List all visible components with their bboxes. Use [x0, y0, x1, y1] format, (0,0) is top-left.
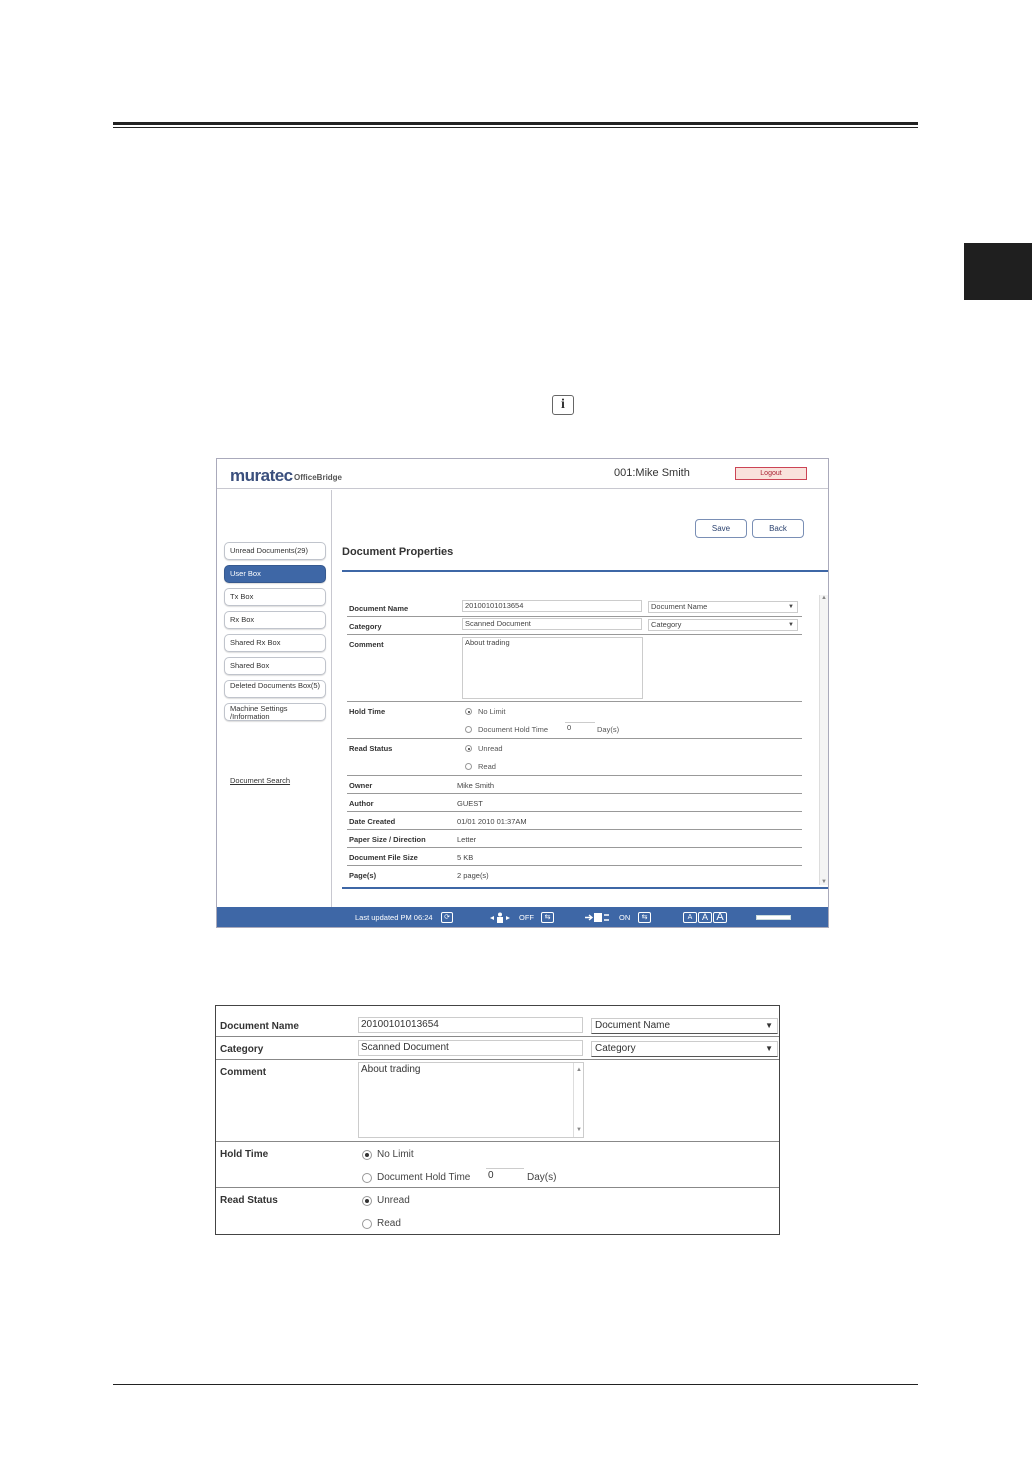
page-title: Document Properties	[342, 546, 454, 558]
author-value: GUEST	[457, 799, 483, 808]
document-name-row	[347, 599, 802, 617]
category-row	[347, 617, 802, 635]
read-status-row	[347, 739, 802, 776]
category-label: Category	[349, 622, 382, 631]
author-row	[347, 794, 802, 812]
zoom-hold-days-input[interactable]: 0	[486, 1168, 524, 1184]
chevron-down-icon: ▼	[788, 622, 794, 628]
sidebar-item-tx-box[interactable]: Tx Box	[224, 588, 326, 606]
bottom-rule	[113, 1384, 918, 1385]
top-rule	[113, 122, 918, 125]
zoom-category-row	[216, 1037, 779, 1060]
document-name-select[interactable]: Document Name ▼	[648, 601, 798, 613]
file-size-row	[347, 848, 802, 866]
document-name-input[interactable]: 20100101013654	[462, 600, 642, 612]
scroll-up-icon[interactable]: ▲	[576, 1067, 582, 1073]
sidebar	[217, 490, 332, 907]
officebridge-logo: OfficeBridge	[294, 473, 343, 482]
read-unread-radio[interactable]	[465, 745, 472, 752]
zoom-comment-label: Comment	[220, 1067, 267, 1078]
file-size-value: 5 KB	[457, 853, 474, 862]
category-input[interactable]: Scanned Document	[462, 618, 642, 630]
zoom-hold-no-limit-label: No Limit	[377, 1149, 414, 1160]
pages-row	[347, 866, 802, 884]
paper-size-row	[347, 830, 802, 848]
progress-bar	[756, 915, 791, 920]
hold-time-row	[347, 702, 802, 739]
form-divider	[342, 887, 828, 889]
read-status-label: Read Status	[349, 744, 393, 753]
save-button[interactable]: Save	[695, 519, 747, 538]
document-properties-screen	[216, 458, 829, 928]
off-label: OFF	[519, 913, 534, 922]
pages-value: 2 page(s)	[457, 871, 489, 880]
zoom-document-name-label: Document Name	[220, 1021, 299, 1032]
font-large-button[interactable]: A	[713, 912, 727, 923]
back-button[interactable]: Back	[752, 519, 804, 538]
zoom-read-read-radio[interactable]	[362, 1219, 372, 1229]
sidebar-item-machine-settings[interactable]: Machine Settings /Information	[224, 703, 326, 721]
zoom-hold-time-row	[216, 1142, 779, 1188]
read-read-radio[interactable]	[465, 763, 472, 770]
owner-row	[347, 776, 802, 794]
hold-no-limit-label: No Limit	[478, 707, 506, 716]
zoom-hold-document-time-radio[interactable]	[362, 1173, 372, 1183]
zoom-comment-scrollbar[interactable]	[573, 1063, 583, 1137]
document-transfer-icon	[585, 912, 611, 923]
sidebar-item-unread-documents[interactable]: Unread Documents(29)	[224, 542, 326, 560]
form-scrollbar[interactable]	[819, 595, 828, 885]
title-divider	[342, 570, 828, 572]
chevron-down-icon: ▼	[788, 604, 794, 610]
date-created-value: 01/01 2010 01:37AM	[457, 817, 527, 826]
current-user: 001:Mike Smith	[614, 467, 690, 479]
font-small-button[interactable]: A	[683, 912, 697, 923]
sidebar-item-deleted-documents[interactable]: Deleted Documents Box(5)	[224, 680, 326, 698]
zoom-hold-time-label: Hold Time	[220, 1149, 269, 1160]
sidebar-item-shared-rx-box[interactable]: Shared Rx Box	[224, 634, 326, 652]
owner-value: Mike Smith	[457, 781, 495, 790]
zoom-comment-textarea[interactable]: About trading ▲ ▼	[358, 1062, 584, 1138]
owner-label: Owner	[349, 781, 373, 790]
main-panel	[333, 490, 828, 907]
zoom-read-read-label: Read	[377, 1218, 401, 1229]
last-updated: Last updated PM 06:24	[355, 913, 433, 922]
scroll-up-icon[interactable]: ▲	[821, 595, 827, 601]
comment-textarea[interactable]: About trading	[462, 637, 643, 699]
refresh-icon[interactable]: ⟳	[441, 912, 453, 923]
zoom-hold-no-limit-radio[interactable]	[362, 1150, 372, 1160]
hold-days-input[interactable]: 0	[565, 722, 595, 734]
hold-no-limit-radio[interactable]	[465, 708, 472, 715]
zoom-category-select[interactable]: Category ▼	[591, 1041, 778, 1057]
zoom-hold-document-time-label: Document Hold Time	[377, 1172, 471, 1183]
properties-form	[342, 595, 828, 885]
zoom-category-label: Category	[220, 1044, 264, 1055]
zoom-read-unread-radio[interactable]	[362, 1196, 372, 1206]
on-label: ON	[619, 913, 631, 922]
read-read-label: Read	[478, 762, 496, 771]
header	[217, 459, 828, 489]
category-select[interactable]: Category ▼	[648, 619, 798, 631]
zoom-read-status-row	[216, 1188, 779, 1233]
sidebar-item-shared-box[interactable]: Shared Box	[224, 657, 326, 675]
scroll-down-icon[interactable]: ▼	[821, 879, 827, 885]
paper-size-value: Letter	[457, 835, 477, 844]
author-label: Author	[349, 799, 374, 808]
zoom-hold-days-unit: Day(s)	[527, 1172, 557, 1183]
status-bar	[217, 907, 828, 928]
document-search-link[interactable]: Document Search	[230, 776, 291, 785]
zoom-comment-row	[216, 1060, 779, 1142]
scroll-down-icon[interactable]: ▼	[576, 1127, 582, 1133]
top-rule-thin	[113, 127, 918, 128]
hold-document-time-label: Document Hold Time	[478, 725, 549, 734]
pages-label: Page(s)	[349, 871, 377, 880]
sidebar-item-user-box[interactable]: User Box	[224, 565, 326, 583]
chevron-down-icon: ▼	[765, 1021, 773, 1030]
zoom-document-name-row	[216, 1014, 779, 1037]
zoomed-form-section	[215, 1005, 780, 1235]
swap-icon[interactable]: ⇆	[541, 912, 554, 923]
chevron-down-icon: ▼	[765, 1044, 773, 1053]
zoom-read-status-label: Read Status	[220, 1195, 278, 1206]
zoom-category-input[interactable]: Scanned Document	[358, 1040, 583, 1056]
hold-time-label: Hold Time	[349, 707, 386, 716]
document-name-label: Document Name	[349, 604, 409, 613]
file-size-label: Document File Size	[349, 853, 418, 862]
comment-label: Comment	[349, 640, 384, 649]
paper-size-label: Paper Size / Direction	[349, 835, 426, 844]
hold-days-unit: Day(s)	[597, 725, 620, 734]
hold-document-time-radio[interactable]	[465, 726, 472, 733]
date-created-label: Date Created	[349, 817, 396, 826]
date-created-row	[347, 812, 802, 830]
swap-icon-2[interactable]: ⇆	[638, 912, 651, 923]
sidebar-item-rx-box[interactable]: Rx Box	[224, 611, 326, 629]
muratec-logo: muratec	[230, 466, 293, 485]
chapter-tab	[964, 243, 1032, 300]
font-medium-button[interactable]: A	[698, 912, 712, 923]
read-unread-label: Unread	[478, 744, 503, 753]
info-icon: i	[552, 395, 574, 415]
zoom-document-name-input[interactable]: 20100101013654	[358, 1017, 583, 1033]
logout-button[interactable]: Logout	[735, 467, 807, 480]
zoom-read-unread-label: Unread	[377, 1195, 410, 1206]
person-transfer-icon	[489, 912, 511, 923]
zoom-document-name-select[interactable]: Document Name ▼	[591, 1018, 778, 1034]
comment-row	[347, 635, 802, 702]
